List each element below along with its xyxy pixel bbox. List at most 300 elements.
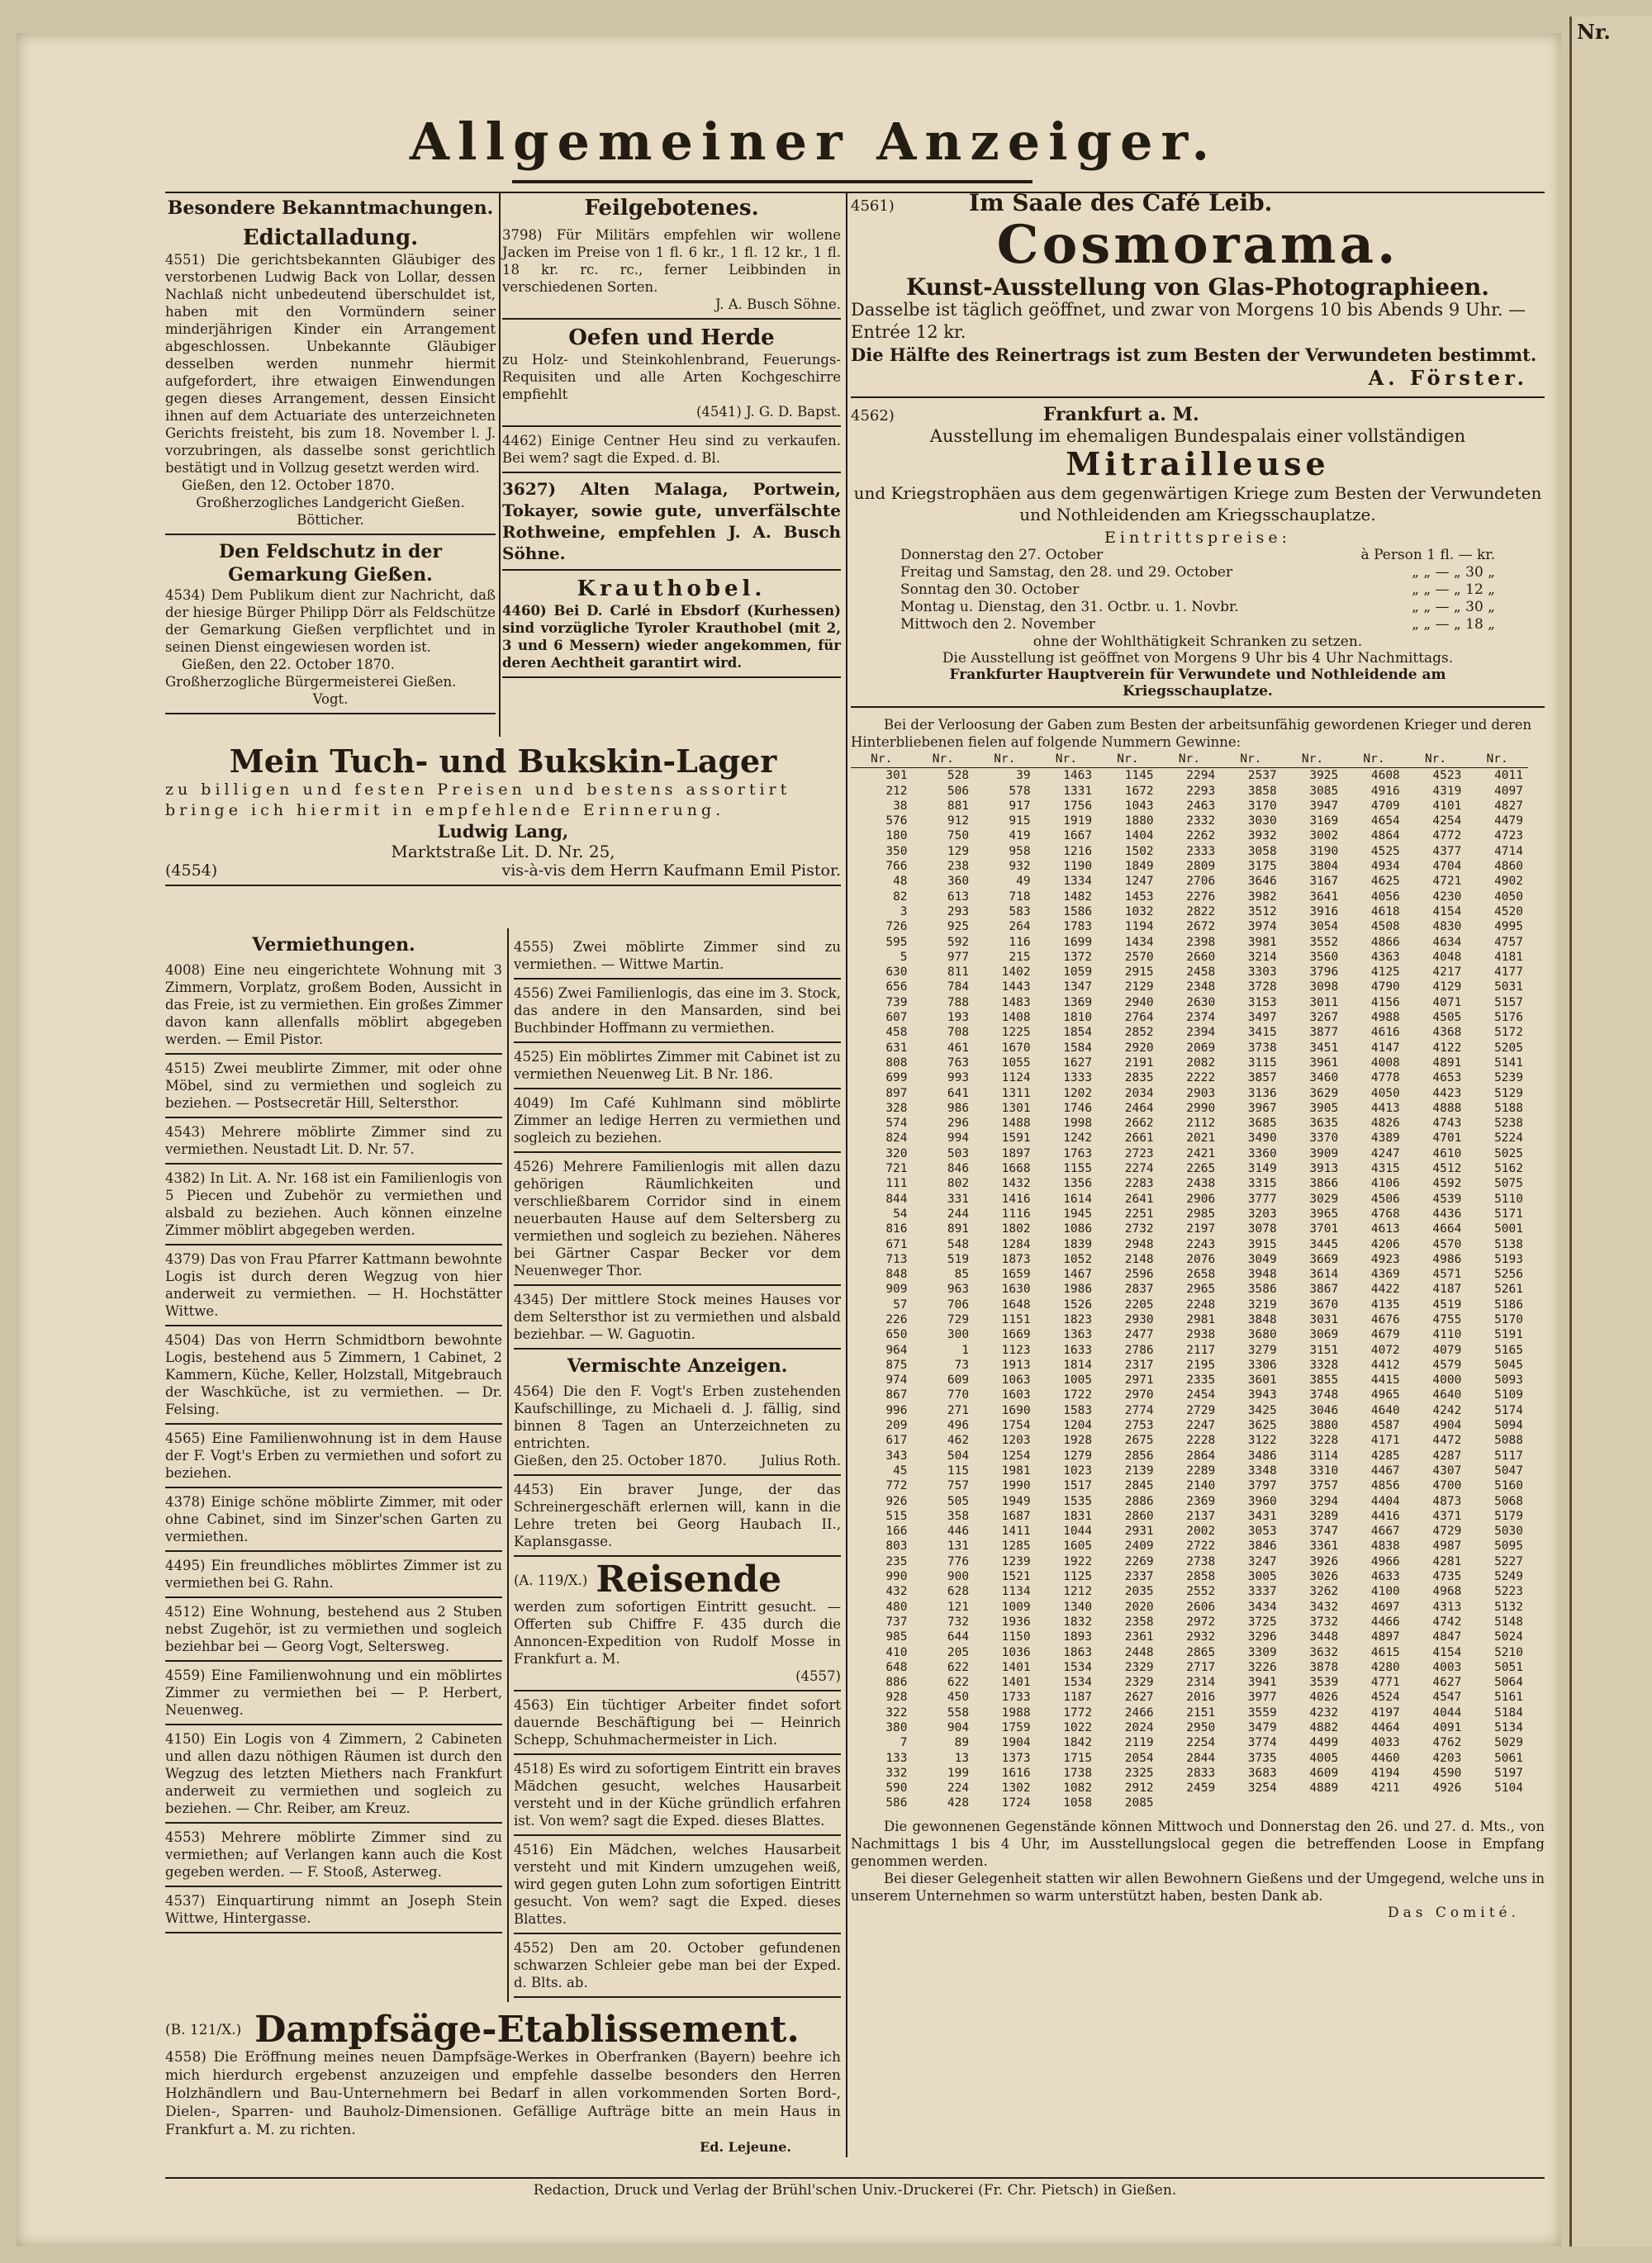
lottery-row [851,814,1528,828]
cosmorama-ad [851,189,1545,398]
lottery-number: 816 [885,1222,908,1236]
lottery-number: 3948 [1247,1268,1277,1282]
lottery-number: 504 [947,1449,970,1463]
price-value: „ „ — „ 18 „ [1412,616,1495,633]
lottery-number: 199 [947,1766,970,1780]
lottery-row [851,950,1528,965]
lottery-number: 3913 [1309,1162,1339,1176]
lottery-number: 4412 [1370,1358,1400,1372]
lottery-number: 2274 [1124,1162,1154,1176]
lottery-number: 1347 [1063,980,1093,994]
lottery-number: 2082 [1186,1056,1216,1070]
lottery-number: 1187 [1063,1691,1093,1705]
lottery-number: 699 [885,1071,908,1085]
lottery-number: 1854 [1063,1026,1093,1040]
lottery-number: 2054 [1124,1751,1154,1765]
lottery-number: 5138 [1494,1237,1523,1251]
lottery-number: 505 [947,1494,970,1508]
lottery-row [851,1252,1528,1267]
lottery-number: 802 [947,1177,970,1191]
lottery-row [851,1554,1528,1569]
lottery-number: 2786 [1124,1343,1154,1357]
lottery-number: 2738 [1186,1554,1216,1568]
lottery-number: 1591 [1001,1132,1031,1146]
lottery-number: 2454 [1186,1388,1216,1402]
lottery-number: 4547 [1432,1691,1462,1705]
misc-title: Vermischte Anzeigen. [567,1355,788,1377]
lottery-number: 5051 [1494,1660,1523,1674]
rental-ad: 4556) Zwei Familienlogis, das eine im 3. Stock, das andere in den Mansarden, sind bei Buchbinder Hoffmann zu vermiethen. [514,980,841,1043]
lottery-number: 4988 [1370,1011,1400,1025]
lottery-row [851,1539,1528,1554]
ofen-signer: (4541) J. G. D. Bapst. [695,404,841,420]
lottery-number: 3960 [1247,1494,1277,1508]
lottery-number: 4778 [1370,1071,1400,1085]
lottery-number: 5227 [1494,1554,1523,1568]
lottery-header-cell: Nr. [1036,751,1098,768]
lottery-row [851,1796,1528,1810]
lottery-number: 4579 [1432,1358,1462,1372]
lottery-number: 4757 [1494,935,1523,949]
lottery-number: 1614 [1063,1192,1093,1206]
lottery-number: 4423 [1432,1086,1462,1100]
lottery-number: 2137 [1186,1509,1216,1523]
lottery-signer: Das Comité. [1388,1904,1520,1921]
lottery-number: 4709 [1370,799,1400,813]
mitrailleuse-line2: und Kriegstrophäen aus dem gegenwärtigen Kriege zum Besten der Verwundeten und Nothleidenden am Kriegsschauplatze. [853,483,1542,524]
lottery-number: 3479 [1247,1721,1277,1734]
lottery-number: 1526 [1063,1298,1093,1312]
lottery-number: 462 [947,1434,970,1448]
lottery-number: 2985 [1186,1207,1216,1221]
price-value: „ „ — „ 30 „ [1412,564,1495,581]
lottery-number: 3262 [1309,1585,1339,1599]
lottery-number: 1150 [1001,1630,1031,1644]
lottery-number: 4676 [1370,1312,1400,1326]
lottery-number: 1724 [1001,1796,1031,1810]
lottery-number: 4464 [1370,1721,1400,1734]
lottery-number: 3175 [1247,860,1277,874]
lottery-number: 1669 [1001,1328,1031,1342]
mitrailleuse-city: Frankfurt a. M. [1042,404,1199,425]
lottery-number: 3916 [1309,904,1339,918]
lottery-number: 293 [947,904,970,918]
rental-ad: 4049) Im Café Kuhlmann sind möblirte Zimmer an ledige Herren zu vermiethen und sogleich zu beziehen. [514,1089,841,1153]
lottery-number: 766 [885,860,908,874]
lottery-intro: Bei der Verloosung der Gaben zum Besten der arbeitsunfähig gewordenen Krieger und deren Hinterbliebenen fielen auf folgende Nummern Gewinne: [851,717,1532,750]
lottery-number: 671 [885,1237,908,1251]
lottery-number: 977 [947,950,970,964]
lottery-number: 2729 [1186,1403,1216,1417]
edge-label: Nr. [1577,20,1611,44]
lottery-number: 2140 [1186,1479,1216,1493]
lottery-row [851,1388,1528,1402]
tuch-line1: zu billigen und festen Preisen und bestens assortirt bringe ich hiermit in empfehlende Erinnerung. [165,780,791,819]
lottery-number: 1284 [1001,1237,1031,1251]
lottery-number: 4371 [1432,1509,1462,1523]
lottery-number: 3669 [1309,1252,1339,1266]
lottery-number: 503 [947,1146,970,1160]
lottery-number: 2333 [1186,844,1216,858]
lottery-number: 4154 [1432,904,1462,918]
lottery-number: 5160 [1494,1479,1523,1493]
dampfsaege-header [165,2009,841,2051]
lottery-number: 1404 [1124,829,1154,843]
lottery-number: 3029 [1309,1192,1339,1206]
lottery-number: 617 [885,1434,908,1448]
lottery-number: 428 [947,1796,970,1810]
lottery-number [1466,1796,1528,1810]
lottery-number: 2596 [1124,1268,1154,1282]
lottery-number: 732 [947,1615,970,1629]
lottery-row [851,1735,1528,1750]
lottery-number: 1772 [1063,1706,1093,1720]
lottery-number: 1225 [1001,1026,1031,1040]
lottery-number: 1627 [1063,1056,1093,1070]
lottery-number: 3635 [1309,1117,1339,1131]
lottery-number: 2856 [1124,1449,1154,1463]
dampfsaege-ad [165,2009,841,2155]
rental-ad: 4565) Eine Familienwohnung ist in dem Hause der F. Vogt's Erben zu vermiethen und sofort zu beziehen. [165,1425,502,1488]
lottery-number: 4460 [1370,1751,1400,1765]
lottery-number: 3289 [1309,1509,1339,1523]
lottery-number: 4904 [1432,1419,1462,1433]
lottery-number: 3909 [1309,1146,1339,1160]
lottery-number: 2732 [1124,1222,1154,1236]
lottery-number: 811 [947,965,970,980]
lottery-number: 3203 [1247,1207,1277,1221]
lottery-number: 1116 [1001,1207,1031,1221]
lottery-number: 718 [1009,890,1031,904]
lottery-number: 4995 [1494,920,1523,934]
lottery-number: 1363 [1063,1328,1093,1342]
lottery-number: 3728 [1247,980,1277,994]
lottery-number: 1151 [1001,1312,1031,1326]
lottery-number: 4404 [1370,1494,1400,1508]
lottery-number: 5174 [1494,1403,1523,1417]
lottery-number: 5045 [1494,1358,1523,1372]
lottery-number: 2228 [1186,1434,1216,1448]
cosmorama-number: 4561) [851,197,895,215]
lottery-number: 583 [1009,904,1031,918]
ad-4564-signer: Julius Roth. [761,1453,841,1468]
lottery-number: 1373 [1001,1751,1031,1765]
lottery-number: 2076 [1186,1252,1216,1266]
lottery-number: 2243 [1186,1237,1216,1251]
lottery-number: 1690 [1001,1403,1031,1417]
lottery-number: 2438 [1186,1177,1216,1191]
lottery-number: 180 [885,829,908,843]
lottery-number: 129 [947,844,970,858]
lottery-number: 586 [885,1796,908,1810]
lottery-number: 4072 [1370,1343,1400,1357]
lottery-number: 4923 [1370,1252,1400,1266]
lottery-number: 39 [1016,769,1031,783]
lottery-number: 1668 [1001,1162,1031,1176]
rental-ad: 4555) Zwei möblirte Zimmer sind zu vermiethen. — Wittwe Martin. [514,933,841,980]
lottery-number: 300 [947,1328,970,1342]
lottery-number: 808 [885,1056,908,1070]
lottery-number: 4755 [1432,1312,1462,1326]
lottery-number: 2661 [1124,1132,1154,1146]
lottery-number: 4422 [1370,1283,1400,1297]
lottery-number: 4000 [1432,1373,1462,1388]
lottery-number: 2016 [1186,1691,1216,1705]
tuch-address: Marktstraße Lit. D. Nr. 25, [391,842,615,861]
lottery-number: 2247 [1186,1419,1216,1433]
lottery-number: 82 [893,890,908,904]
lottery-number: 3858 [1247,784,1277,798]
lottery-number: 1453 [1124,890,1154,904]
lottery-row [851,1645,1528,1660]
lottery-number: 2119 [1124,1736,1154,1750]
lottery-number: 4987 [1432,1540,1462,1554]
lottery-header-cell: Nr. [1220,751,1282,768]
lottery-number: 4091 [1432,1721,1462,1734]
lottery-number: 1873 [1001,1252,1031,1266]
lottery-number: 1311 [1001,1086,1031,1100]
lottery-number: 4902 [1494,875,1523,889]
lottery-row [851,890,1528,904]
rentals-left [165,933,502,1933]
cosmorama-signer: A. Förster. [1368,366,1528,390]
lottery-number: 3445 [1309,1237,1339,1251]
rentals-title: Vermiethungen. [252,934,415,956]
lottery-number: 4735 [1432,1570,1462,1584]
edict-signer: Bötticher. [297,512,364,528]
lottery-number: 1408 [1001,1011,1031,1025]
ad-4518: 4518) Es wird zu sofortigem Eintritt ein braves Mädchen gesucht, welches Hausarbeit versteht und in der Küche gründlich erfahren ist. Von wem? sagt die Exped. dieses Blattes. [514,1755,841,1836]
lottery-number: 1897 [1001,1146,1031,1160]
lottery-number: 2864 [1186,1449,1216,1463]
lottery-number: 2706 [1186,875,1216,889]
lottery-number: 2262 [1186,829,1216,843]
price-day: Sonntag den 30. October [900,581,1080,598]
lottery-number: 3310 [1309,1464,1339,1478]
lottery-number: 1699 [1063,935,1093,949]
lottery-row [851,904,1528,919]
lottery-number: 757 [947,1479,970,1493]
lottery-number: 193 [947,1011,970,1025]
lottery-row [851,859,1528,874]
lottery-number: 1023 [1063,1464,1093,1478]
lottery-number: 1356 [1063,1177,1093,1191]
lottery-number: 2148 [1124,1252,1154,1266]
lottery-number: 4177 [1494,965,1523,980]
lottery-number: 5223 [1494,1585,1523,1599]
lottery-number: 3098 [1309,980,1339,994]
feldschutz-body: 4534) Dem Publikum dient zur Nachricht, daß der hiesige Bürger Philipp Dörr als Feldschütze der Gemarkung Gießen verpflichtet und in seinen Dienst eingewiesen worden ist. [165,587,496,655]
lottery-number: 1998 [1063,1117,1093,1131]
lottery-header-cell: Nr. [1343,751,1405,768]
lottery-number: 4697 [1370,1600,1400,1614]
lottery-number: 886 [885,1676,908,1690]
lottery-number: 2195 [1186,1358,1216,1372]
lottery-number: 2912 [1124,1781,1154,1796]
lottery-number: 1086 [1063,1222,1093,1236]
rental-ad: 4150) Ein Logis von 4 Zimmern, 2 Cabineten und allen dazu nöthigen Räumen ist durch den Wegzug des letzten Miethers nach Frankfurt anderweit zu vermiethen und sogleich zu beziehen. — Chr. Reiber, am Kreuz. [165,1725,502,1824]
lottery-number: 1239 [1001,1554,1031,1568]
rental-ad: 4378) Einige schöne möblirte Zimmer, mit oder ohne Cabinet, sind im Sinzer'schen Garten zu vermiethen. [165,1488,502,1552]
lottery-number: 2394 [1186,1026,1216,1040]
lottery-number [1343,1796,1405,1810]
lottery-number: 2151 [1186,1706,1216,1720]
lottery-row [851,1509,1528,1524]
lottery-number: 574 [885,1117,908,1131]
price-value: „ „ — „ 30 „ [1412,599,1495,615]
lottery-number: 4743 [1432,1117,1462,1131]
lottery-number: 1783 [1063,920,1093,934]
ad-4564 [514,1378,841,1476]
lottery-number: 3306 [1247,1358,1277,1372]
rental-ad: 4345) Der mittlere Stock meines Hauses vor dem Seltersthor ist zu vermiethen und alsbald beziehbar. — W. Gaguotin. [514,1286,841,1350]
lottery-number: 1044 [1063,1525,1093,1539]
lottery-number: 1535 [1063,1494,1093,1508]
lottery-number: 1670 [1001,1041,1031,1055]
lottery-number: 776 [947,1554,970,1568]
lottery-number: 1633 [1063,1343,1093,1357]
lottery-number: 3701 [1309,1222,1339,1236]
lottery-number: 3915 [1247,1237,1277,1251]
rental-ad: 4553) Mehrere möblirte Zimmer sind zu vermiethen; auf Verlangen kann auch die Kost gegeben werden. — F. Stooß, Asterweg. [165,1824,502,1887]
lottery-number: 5093 [1494,1373,1523,1388]
lottery-row [851,1615,1528,1630]
price-row [900,564,1495,581]
lottery-number: 450 [947,1691,970,1705]
lottery-number: 4934 [1370,860,1400,874]
lottery-number: 4217 [1432,965,1462,980]
lottery-number: 4280 [1370,1660,1400,1674]
lottery-number: 515 [885,1509,908,1523]
lottery-number: 4181 [1494,950,1523,964]
lottery-number: 2448 [1124,1645,1154,1659]
lottery-number: 4154 [1432,1645,1462,1659]
lottery-number: 2205 [1124,1298,1154,1312]
lottery-row [851,1720,1528,1735]
lottery-number: 5184 [1494,1706,1523,1720]
lottery-number: 215 [1009,950,1031,964]
lottery-number: 5110 [1494,1192,1523,1206]
lottery-number: 925 [947,920,970,934]
lottery-number: 2938 [1186,1328,1216,1342]
lottery-number: 5134 [1494,1721,1523,1734]
lottery-number: 4479 [1494,814,1523,828]
lottery-number: 763 [947,1056,970,1070]
lottery-number: 410 [885,1645,908,1659]
lottery-number: 3866 [1309,1177,1339,1191]
lottery-number: 4882 [1309,1721,1339,1734]
lottery-number: 4864 [1370,829,1400,843]
lottery-number: 2348 [1186,980,1216,994]
lottery-number: 770 [947,1388,970,1402]
lottery-number: 3228 [1309,1434,1339,1448]
lottery-number: 558 [947,1706,970,1720]
lottery-number: 1986 [1063,1283,1093,1297]
lottery-number: 5094 [1494,1419,1523,1433]
lottery-number: 5191 [1494,1328,1523,1342]
lottery-number: 909 [885,1283,908,1297]
lottery-row [851,1101,1528,1116]
lottery-number: 5261 [1494,1283,1523,1297]
lottery-number: 121 [947,1600,970,1614]
lottery-number: 631 [885,1041,908,1055]
lottery-number: 1467 [1063,1268,1093,1282]
lottery-number: 4618 [1370,904,1400,918]
lottery-number: 3855 [1309,1373,1339,1388]
lottery-number: 1369 [1063,995,1093,1009]
lottery-number: 1738 [1063,1766,1093,1780]
lottery-number: 5249 [1494,1570,1523,1584]
lottery-number: 5186 [1494,1298,1523,1312]
lottery-number: 3685 [1247,1117,1277,1131]
lottery-number: 2398 [1186,935,1216,949]
lottery-number: 3757 [1309,1479,1339,1493]
lottery-number: 1756 [1063,799,1093,813]
lottery-number: 7 [900,1736,908,1750]
column-sales [502,192,841,678]
lottery-number: 1534 [1063,1676,1093,1690]
lottery-number: 2835 [1124,1071,1154,1085]
lottery-number: 4590 [1432,1766,1462,1780]
lottery-number: 986 [947,1101,970,1115]
lottery-number: 5171 [1494,1207,1523,1221]
mitrailleuse-number: 4562) [851,407,895,425]
rental-ad: 4008) Eine neu eingerichtete Wohnung mit 3 Zimmern, Vorplatz, großem Boden, Aussicht in das Freie, ist zu vermiethen. Ein großes Zimmer davon kann allenfalls möblirt abgegeben werden. — Emil Pistor. [165,956,502,1055]
lottery-number: 320 [885,1146,908,1160]
lottery-number: 3725 [1247,1615,1277,1629]
lottery-number: 4287 [1432,1449,1462,1463]
lottery-number: 3947 [1309,799,1339,813]
lottery-number: 419 [1009,829,1031,843]
lottery-number: 1936 [1001,1615,1031,1629]
lottery-header-cell: Nr. [851,751,913,768]
reisende-ad [514,1557,841,1691]
lottery-row [851,1690,1528,1705]
lottery-number: 3905 [1309,1101,1339,1115]
lottery-number: 4377 [1432,844,1462,858]
price-value: „ „ — „ 12 „ [1412,581,1495,598]
lottery-number: 2477 [1124,1328,1154,1342]
lottery-number: 1402 [1001,965,1031,980]
reisende-title: Reisende [596,1558,782,1601]
lottery-number: 5205 [1494,1041,1523,1055]
lottery-number: 1463 [1063,769,1093,783]
adjacent-page-edge [1569,17,1652,2246]
lottery-number: 5165 [1494,1343,1523,1357]
lottery-number: 1746 [1063,1101,1093,1115]
lottery-number: 1667 [1063,829,1093,843]
lottery-number: 3586 [1247,1283,1277,1297]
lottery-number: 2660 [1186,950,1216,964]
lottery-number: 3448 [1309,1630,1339,1644]
reisende-tag: (A. 119/X.) [514,1572,588,1588]
ad-4564-footer [514,1452,841,1469]
lottery-header-cell: Nr. [1097,751,1159,768]
lottery-number: 1763 [1063,1146,1093,1160]
lottery-number: 2675 [1124,1434,1154,1448]
lottery-number: 4110 [1432,1328,1462,1342]
lottery-number: 4363 [1370,950,1400,964]
lottery-row [851,1343,1528,1358]
lottery-number: 4830 [1432,920,1462,934]
lottery-number: 2458 [1186,965,1216,980]
lottery-number: 3214 [1247,950,1277,964]
lottery-number: 1584 [1063,1041,1093,1055]
lottery-number: 3646 [1247,875,1277,889]
rental-ad: 4504) Das von Herrn Schmidtborn bewohnte Logis, bestehend aus 5 Zimmern, 1 Cabinet, 2 Kammern, Küche, Keller, Holzstall, Mitgebrauch der Waschküche, ist zu vermiethen. — Dr. Felsing. [165,1326,502,1425]
lottery-row [851,980,1528,994]
lottery-number: 3011 [1309,995,1339,1009]
